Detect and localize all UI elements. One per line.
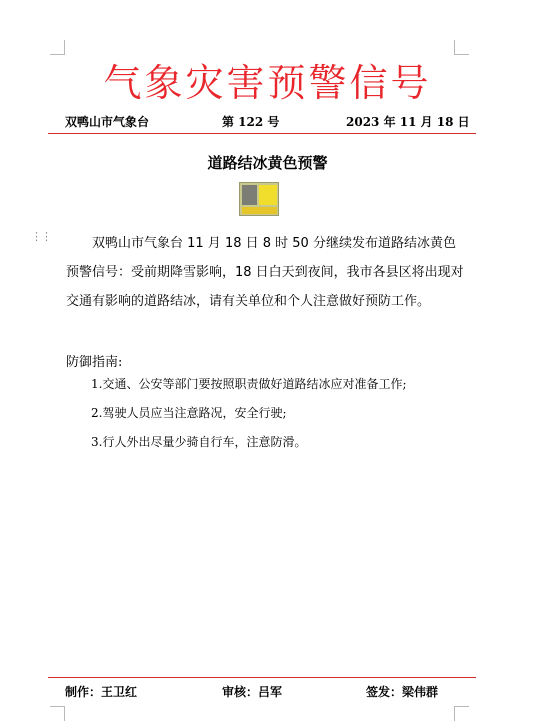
page-corner-bottom-right <box>454 706 469 721</box>
road-icing-yellow-warning-icon <box>239 182 279 216</box>
icon-text-panel <box>259 185 277 205</box>
signed-by: 签发：梁伟群 <box>366 685 439 699</box>
page-corner-bottom-left <box>50 706 65 721</box>
reviewed-by: 审核：吕军 <box>222 685 283 699</box>
list-item: 2.驾驶人员应当注意路况，安全行驶; <box>91 406 287 420</box>
alert-body-paragraph: 双鸭山市气象台 11 月 18 日 8 时 50 分继续发布道路结冰黄色预警信号：受前期降雪影响，18 日白天到夜间，我市各县区将出现对交通有影响的道路结冰，请有关单位和个人注意做好预防工作。 <box>66 236 464 309</box>
page-corner-top-right <box>454 40 469 55</box>
page-corner-top-left <box>50 40 65 55</box>
document-title: 气象灾害预警信号 <box>103 61 432 105</box>
guide-list <box>91 370 407 457</box>
made-by: 制作：王卫红 <box>65 685 138 699</box>
footer-divider <box>48 677 476 678</box>
issue-date: 2023 年 11 月 18 日 <box>346 115 470 129</box>
paragraph-drag-handle[interactable]: ⋮⋮ <box>31 230 51 243</box>
issuing-organization: 双鸭山市气象台 <box>65 115 150 129</box>
alert-title: 道路结冰黄色预警 <box>207 154 328 172</box>
guide-title: 防御指南: <box>66 355 123 370</box>
icon-label-bar <box>242 207 277 214</box>
list-item: 3.行人外出尽量少骑自行车，注意防滑。 <box>91 435 307 449</box>
footer-row <box>0 683 535 701</box>
header-divider <box>48 133 476 134</box>
issue-number: 第 122 号 <box>222 115 280 129</box>
icon-car-panel <box>242 185 257 205</box>
header-meta-row <box>0 113 535 131</box>
list-item: 1.交通、公安等部门要按照职责做好道路结冰应对准备工作; <box>91 377 407 391</box>
